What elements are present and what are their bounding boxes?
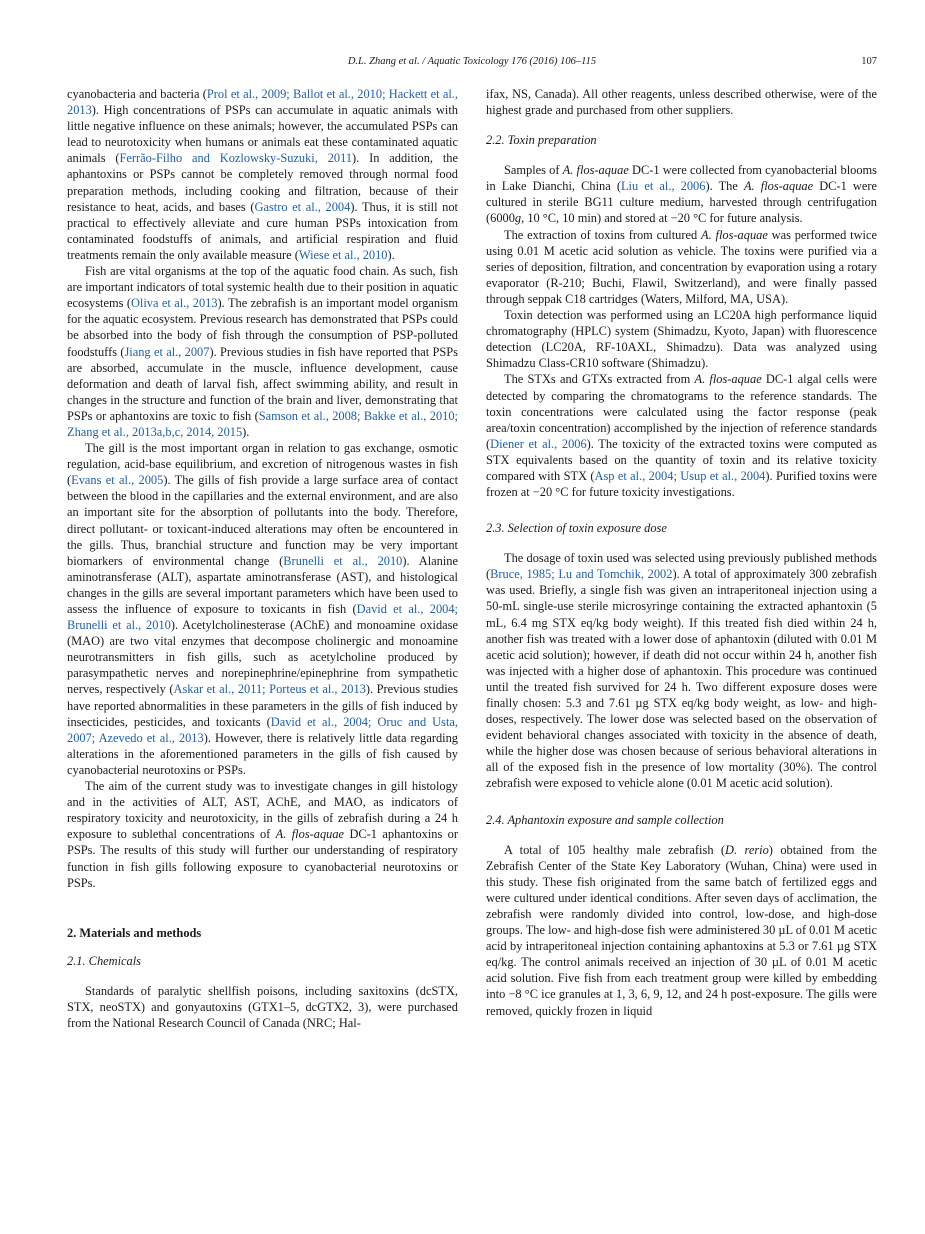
italic-term: g <box>514 211 522 226</box>
subsection-heading-toxin-preparation: 2.2. Toxin preparation <box>486 133 597 148</box>
paragraph: The extraction of toxins from cultured A. flos-aquae was performed twice using 0.01 M acetic acid solution as vehicle. The toxins were purified via a series of deposition, filtration, and concentration by evaporation using a rotary evaporator (R-210; Buchi, Flawil, Switzerland), and were finally passed through seppak C18 cartridges (Waters, Milford, MA, USA). <box>486 227 877 306</box>
left-column <box>67 86 458 1031</box>
paragraph: The gill is the most important organ in relation to gas exchange, osmotic regulation, acid-base equilibrium, and excretion of nitrogenous wastes in fish (Evans et al., 2005). The gills of fish provide a large surface area of contact between the blood in the capillaries and the external environment, and are also an important site for the absorption of pollutants into the body. Therefore, direct pollutant- or toxicant-induced alterations may often be encountered in the gills. Thus, branchial structure and function may be very important biomarkers of environmental change (Brunelli et al., 2010). Alanine aminotransferase (ALT), aspartate aminotransferase (AST), and histological changes in the gills are several important parameters which have been used to assess the influence of exposure to toxicants in fish (David et al., 2004; Brunelli et al., 2010). Acetylcholinesterase (AChE) and monoamine oxidase (MAO) are two vital enzymes that decompose cholinergic and monoamine neurotransmitters in fish gills, such as acetylcholine produced by parasympathetic nerves and norepinephrine/epinephrine from sympathetic nerves, respectively (Askar et al., 2011; Porteus et al., 2013). Previous studies have reported abnormalities in these parameters in the gills of fish induced by insecticides, pesticides, and toxicants (David et al., 2004; Oruc and Usta, 2007; Azevedo et al., 2013). However, there is relatively little data regarding alterations in the aforementioned parameters in the gills of fish caused by cyanobacterial neurotoxins or PSPs. <box>67 441 459 777</box>
journal-citation: D.L. Zhang et al. / Aquatic Toxicology 176 (2016) 106–115 <box>347 56 597 67</box>
citation-link[interactable]: Samson et al., 2008; Bakke et al., 2010; Zhang et al., 2013a,b,c, 2014, 2015 <box>67 408 458 439</box>
paragraph: Toxin detection was performed using an LC20A high performance liquid chromatography (HPLC) system (Shimadzu, Kyoto, Japan) with fluorescence detection (LC20A, RF-10AXL, Shimadzu). Data was analyzed using Shimadzu Class-CR10 software (Shimadzu). <box>486 308 877 371</box>
paragraph: A total of 105 healthy male zebrafish (D. rerio) obtained from the Zebrafish Center of the State Key Laboratory (Wuhan, China) were used in this study. These fish originated from the same batch of fertilized eggs and were cultured under identical conditions. After seven days of acclimation, the zebrafish were randomly divided into control, low-dose, and high-dose groups. The low- and high-dose fish were administered 30 µL of 0.01 M acetic acid by intraperitoneal injection containing aphantoxins at 5.3 or 7.61 µg STX eq/kg. The control animals received an injection of 30 µL of 0.01 M acetic acid solution. Five fish from each treatment group were killed by embedding into −8 °C ice granules at 1, 3, 6, 9, 12, and 24 h post-exposure. The gills were removed, quickly frozen in liquid <box>486 842 877 1018</box>
italic-term: D. rerio <box>725 842 769 857</box>
paragraph: The aim of the current study was to investigate changes in gill histology and in the activities of ALT, AST, AChE, and MAO, as indicators of respiratory toxicity and neurotoxicity, in the gills of zebrafish during a 24 h exposure to sublethal concentrations of A. flos-aquae DC-1 aphantoxins or PSPs. The results of this study will further our understanding of respiratory function in fish gills following exposure to cyanobacterial neurotoxins or PSPs. <box>67 779 458 890</box>
paragraph: Samples of A. flos-aquae DC-1 were collected from cyanobacterial blooms in Lake Dianchi, China (Liu et al., 2006). The A. flos-aquae DC-1 were cultured in sterile BG11 culture medium, harvested through centrifugation (6000g, 10 °C, 10 min) and stored at −20 °C for future analysis. <box>486 163 878 226</box>
citation-link[interactable]: Askar et al., 2011; Porteus et al., 2013 <box>173 682 366 697</box>
citation-link[interactable]: Wiese et al., 2010 <box>298 247 388 262</box>
running-head <box>67 56 877 70</box>
citation-link[interactable]: Brunelli et al., 2010 <box>283 553 403 568</box>
italic-term: A. flos-aquae <box>275 827 345 842</box>
italic-term: A. flos-aquae <box>743 179 814 194</box>
paragraph: Standards of paralytic shellfish poisons, including saxitoxins (dcSTX, STX, neoSTX) and gonyautoxins (GTX1–5, dcGTX2, 3), were purchased from the National Research Council of Canada (NRC; Hal- <box>67 983 458 1030</box>
right-column <box>486 86 877 1019</box>
subsection-heading-exposure-dose: 2.3. Selection of toxin exposure dose <box>486 521 667 536</box>
paragraph: ifax, NS, Canada). All other reagents, unless described otherwise, were of the highest grade and purchased from other suppliers. <box>486 87 877 118</box>
italic-term: A. flos-aquae <box>562 163 629 178</box>
paragraph: The dosage of toxin used was selected using previously published methods (Bruce, 1985; Lu and Tomchik, 2002). A total of approximately 300 zebrafish was used. Briefly, a single fish was given an intraperitoneal injection using a 50-mL single-use sterile microsyringe containing the extracted aphantoxin (5 mL, 6.4 mg STX eq/kg body weight). If this treated fish died within 24 h, another fish was treated with a lower dose of aphantoxin (diluted with 0.01 M acetic acid solution); however, if death did not occur within 24 h, another fish was injected with a higher dose of aphantoxin. This procedure was continued until the treated fish survived for 24 h. Two different exposure doses were finally chosen: 5.3 and 7.61 µg STX eq/kg body weight, as low- and high-doses, respectively. The lower dose was selected based on the observation of evident behavioral changes associated with toxicity in the absence of death, while the higher dose was chosen because of serious behavioral alterations in all of the exposed fish in the presence of low mortality (30%). The control zebrafish were exposed to vehicle alone (0.01 M acetic acid solution). <box>486 551 877 791</box>
citation-link[interactable]: Liu et al., 2006 <box>620 179 706 194</box>
citation-link[interactable]: Asp et al., 2004; Usup et al., 2004 <box>594 468 766 483</box>
citation-link[interactable]: David et al., 2004; Oruc and Usta, 2007; Azevedo et al., 2013 <box>67 714 458 745</box>
citation-link[interactable]: Bruce, 1985; Lu and Tomchik, 2002 <box>490 567 673 582</box>
section-heading-materials-methods: 2. Materials and methods <box>67 925 202 940</box>
citation-link[interactable]: Prol et al., 2009; Ballot et al., 2010; Hackett et al., 2013 <box>67 87 458 118</box>
citation-link[interactable]: Ferrão-Filho and Kozlowsky-Suzuki, 2011 <box>119 151 353 166</box>
citation-link[interactable]: David et al., 2004; Brunelli et al., 2010 <box>67 602 458 633</box>
italic-term: A. flos-aquae <box>694 372 762 387</box>
citation-link[interactable]: Oliva et al., 2013 <box>130 296 218 311</box>
citation-link[interactable]: Diener et al., 2006 <box>490 436 587 451</box>
subsection-heading-chemicals: 2.1. Chemicals <box>67 953 141 968</box>
paragraph: Fish are vital organisms at the top of the aquatic food chain. As such, fish are important indicators of total systemic health due to their position in aquatic ecosystems (Oliva et al., 2013). The zebrafish is an important model organism for the aquatic ecosystem. Previous research has demonstrated that PSPs could be absorbed into the body of fish through the consumption of PSP-polluted foodstuffs (Jiang et al., 2007). Previous studies in fish have reported that PSPs are absorbed, accumulate in the muscle, influence development, cause deformation and death of larval fish, affect swimming ability, and result in changes in the structure and function of the brain and liver, demonstrating that PSPs or aphantoxins are toxic to fish (Samson et al., 2008; Bakke et al., 2010; Zhang et al., 2013a,b,c, 2014, 2015). <box>67 264 458 439</box>
paragraph: cyanobacteria and bacteria (Prol et al., 2009; Ballot et al., 2010; Hackett et al., 2013). High concentrations of PSPs can accumulate in aquatic animals with little negative influence on these animals; however, the accumulated PSPs can lead to neurotoxicity when humans or animals eat these contaminated aquatic animals (Ferrão-Filho and Kozlowsky-Suzuki, 2011). In addition, the aphantoxins or PSPs cannot be completely removed through normal food preparation methods, including cooking and filtration, because of their resistance to heat, acids, and bases (Gastro et al., 2004). Thus, it is still not practical to effectively alleviate and cure human PSPs intoxication from contaminated foodstuffs of animals, and artificial respiration and fluid treatments remain the only available measure (Wiese et al., 2010). <box>67 87 458 262</box>
page-number: 107 <box>861 56 877 67</box>
paragraph: The STXs and GTXs extracted from A. flos-aquae DC-1 algal cells were detected by comparing the chromatograms to the reference standards. The toxin concentrations were calculated using the factor response (peak area/toxin concentration) accomplished by the injection of reference standards (Diener et al., 2006). The toxicity of the extracted toxins were computed as STX equivalents based on the quantity of toxin and its relative toxicity compared with STX (Asp et al., 2004; Usup et al., 2004). Purified toxins were frozen at −20 °C for future toxicity investigations. <box>486 372 877 500</box>
italic-term: A. flos-aquae <box>701 227 768 242</box>
citation-link[interactable]: Jiang et al., 2007 <box>124 344 210 359</box>
citation-link[interactable]: Evans et al., 2005 <box>71 473 164 488</box>
subsection-heading-exposure-collection: 2.4. Aphantoxin exposure and sample collection <box>486 812 724 827</box>
citation-link[interactable]: Gastro et al., 2004 <box>254 199 351 214</box>
